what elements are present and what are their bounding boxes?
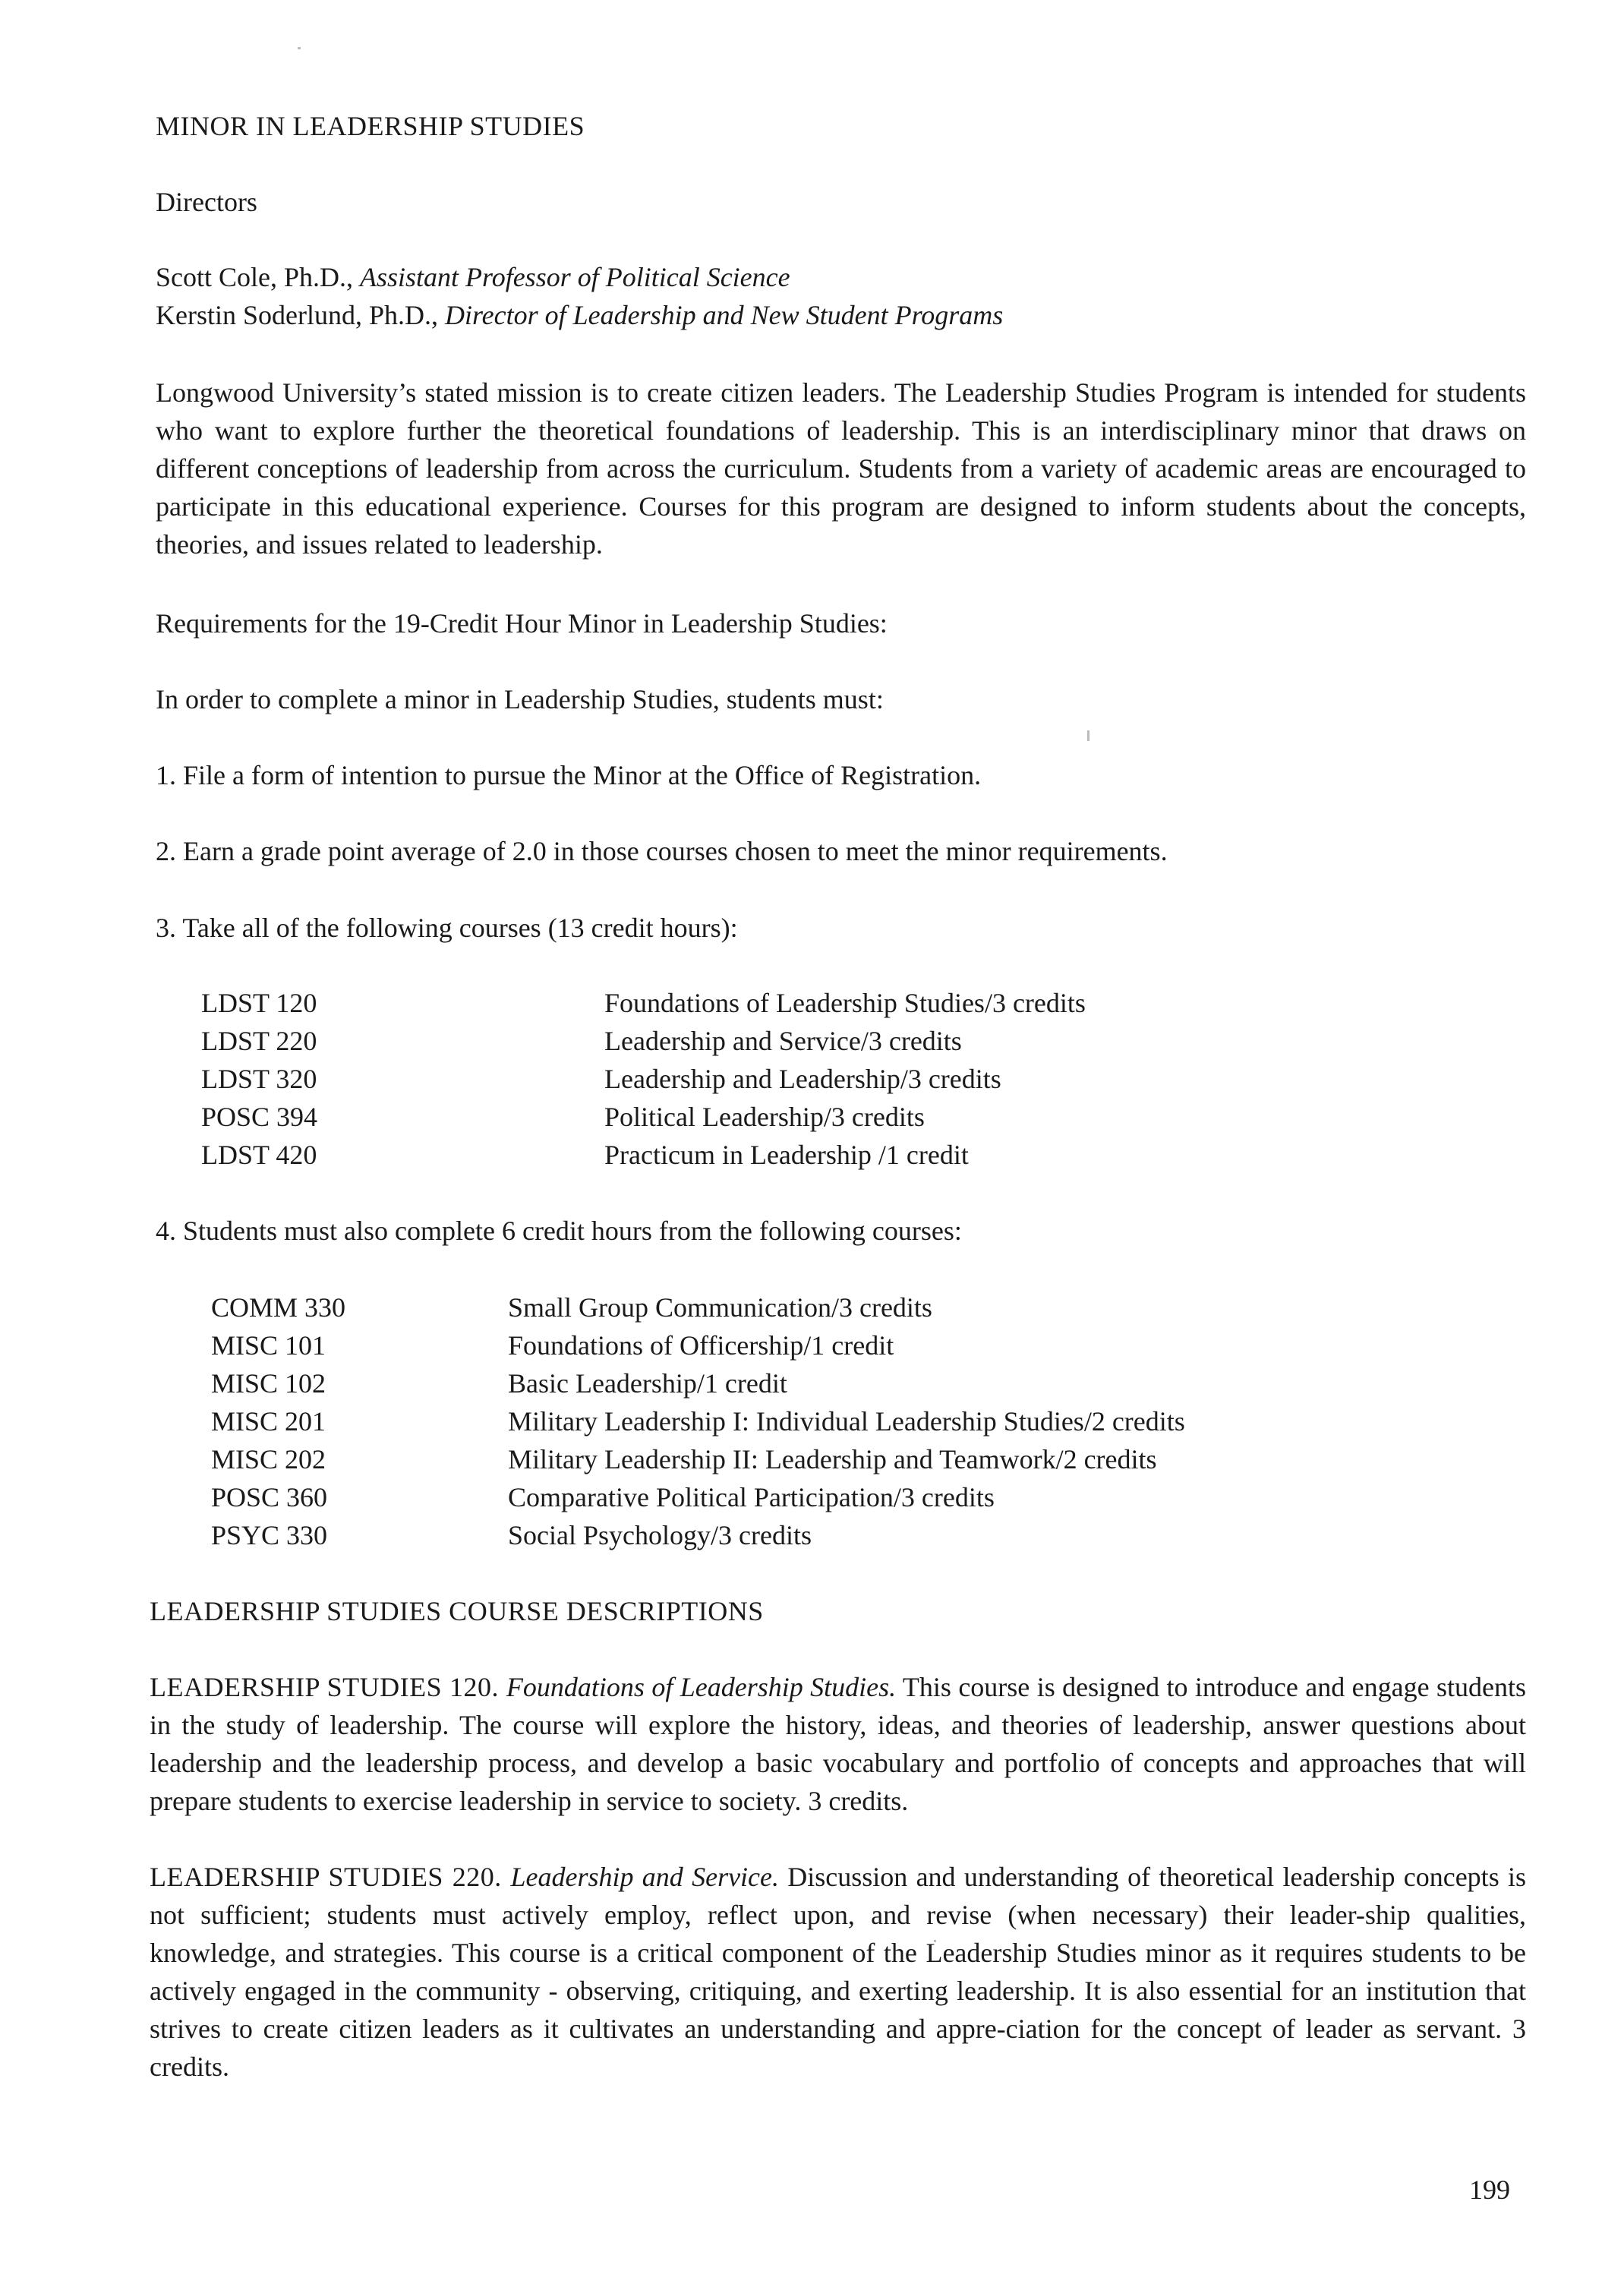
course-code: MISC 102 [211, 1368, 326, 1399]
directors-label: Directors [156, 187, 257, 217]
requirements-heading: Requirements for the 19-Credit Hour Minor in Leadership Studies: [156, 608, 888, 639]
course-title: Leadership and Service. [510, 1862, 780, 1892]
course-code: MISC 101 [211, 1330, 326, 1361]
course-description: Military Leadership I: Individual Leadership Studies/2 credits [508, 1406, 1185, 1437]
course-description: Foundations of Officership/1 credit [508, 1330, 894, 1361]
course-description: Military Leadership II: Leadership and Teamwork/2 credits [508, 1444, 1157, 1474]
course-code: MISC 202 [211, 1444, 326, 1474]
descriptions-heading: LEADERSHIP STUDIES COURSE DESCRIPTIONS [150, 1596, 764, 1626]
course-description: Comparative Political Participation/3 credits [508, 1482, 995, 1512]
course-body: Discussion and understanding of theoretical leadership concepts is not sufficient; students must actively employ, reflect upon, and revise (when necessary) their leader-ship qualities, knowledge, and strategies. This course is a critical component of the Leadership Studies minor as it requires students to be actively engaged in the community - observing, critiquing, and exerting leadership. It is also essential for an institution that strives to create citizen leaders as it cultivates an understanding and appre-ciation for the concept of leader as servant. 3 credits. [150, 1862, 1526, 2082]
course-code: POSC 360 [211, 1482, 328, 1512]
course-code: LDST 320 [201, 1064, 317, 1094]
director-name: Kerstin Soderlund, Ph.D., [156, 300, 445, 330]
requirement-step: 2. Earn a grade point average of 2.0 in those courses chosen to meet the minor requirements. [156, 836, 1168, 866]
director-entry [156, 258, 790, 296]
course-heading: LEADERSHIP STUDIES 220. [150, 1862, 511, 1892]
course-description: Leadership and Service/3 credits [604, 1026, 962, 1056]
scan-speck [298, 47, 301, 49]
director-name: Scott Cole, Ph.D., [156, 262, 361, 292]
course-code: MISC 201 [211, 1406, 326, 1437]
course-description: Basic Leadership/1 credit [508, 1368, 787, 1399]
course-code: PSYC 330 [211, 1520, 328, 1550]
course-description: Small Group Communication/3 credits [508, 1292, 932, 1323]
course-description: Social Psychology/3 credits [508, 1520, 812, 1550]
course-description: Leadership and Leadership/3 credits [604, 1064, 1001, 1094]
requirement-step: 1. File a form of intention to pursue the Minor at the Office of Registration. [156, 760, 982, 790]
course-code: LDST 120 [201, 988, 317, 1018]
director-title: Assistant Professor of Political Science [360, 262, 790, 292]
requirement-step: 3. Take all of the following courses (13 credit hours): [156, 913, 738, 943]
course-code: COMM 330 [211, 1292, 346, 1323]
intro-paragraph: Longwood University’s stated mission is to create citizen leaders. The Leadership Studies Program is intended for students who want to explore further the theoretical foundations of leadership. This is an interdisciplinary minor that draws on different conceptions of leadership from across the curriculum. Students from a variety of academic areas are encouraged to participate in this educational experience. Courses for this program are designed to inform students about the concepts, theories, and issues related to leadership. [156, 377, 1526, 560]
course-code: POSC 394 [201, 1102, 318, 1132]
requirement-step: 4. Students must also complete 6 credit hours from the following courses: [156, 1216, 962, 1246]
requirements-intro: In order to complete a minor in Leadership Studies, students must: [156, 684, 884, 714]
course-description: Political Leadership/3 credits [604, 1102, 925, 1132]
course-heading: LEADERSHIP STUDIES 120. [150, 1672, 506, 1702]
director-title: Director of Leadership and New Student Programs [445, 300, 1004, 330]
page-heading: MINOR IN LEADERSHIP STUDIES [156, 111, 585, 141]
director-entry [156, 296, 1003, 334]
course-code: LDST 420 [201, 1140, 317, 1170]
course-body: This course is designed to introduce and engage students in the study of leadership. The course will explore the history, ideas, and theories of leadership, answer questions about leadership and the leadership process, and develop a basic vocabulary and portfolio of concepts and approaches that will prepare students to exercise leadership in service to society. 3 credits. [150, 1672, 1527, 1816]
course-description-paragraph [150, 1858, 1526, 2086]
course-title: Foundations of Leadership Studies. [506, 1672, 897, 1702]
course-code: LDST 220 [201, 1026, 317, 1056]
page-number: 199 [1469, 2175, 1510, 2205]
course-description-paragraph [150, 1668, 1526, 1820]
course-description: Practicum in Leadership /1 credit [604, 1140, 969, 1170]
course-description: Foundations of Leadership Studies/3 credits [604, 988, 1086, 1018]
scan-speck [1087, 730, 1089, 741]
